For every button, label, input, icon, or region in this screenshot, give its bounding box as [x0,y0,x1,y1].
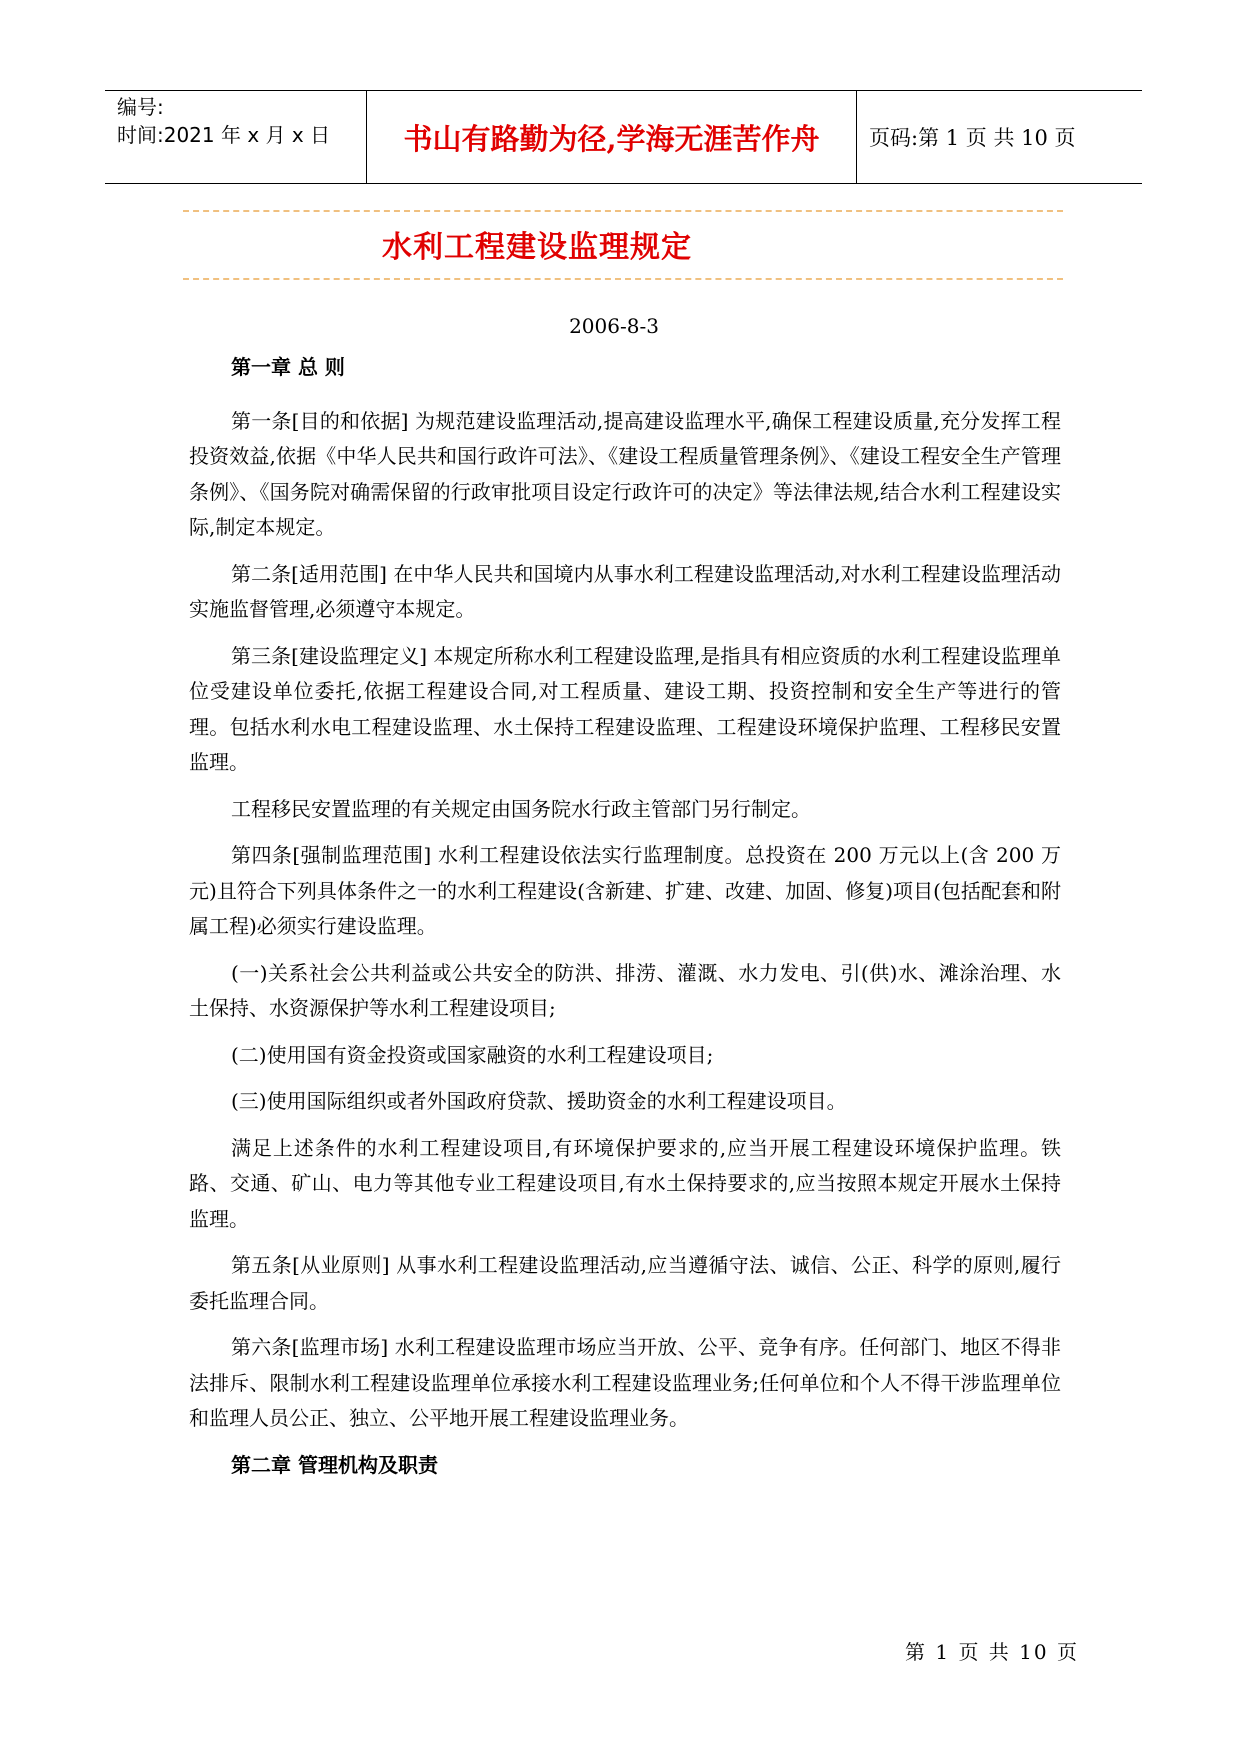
header-table [105,90,1142,184]
document-title: 水利工程建设监理规定 [382,230,692,265]
paragraph: 工程移民安置监理的有关规定由国务院水行政主管部门另行制定。 [231,796,811,821]
paragraph: (二)使用国有资金投资或国家融资的水利工程建设项目; [231,1042,714,1067]
paragraph: (三)使用国际组织或者外国政府贷款、援助资金的水利工程建设项目。 [231,1089,847,1113]
header-page-label: 页码:第 1 页 共 10 页 [869,126,1076,150]
document-time-label: 时间:2021 年 x 月 x 日 [117,123,331,147]
document-number-label: 编号: [117,95,164,119]
paragraph: 第一条[目的和依据] 为规范建设监理活动,提高建设监理水平,确保工程建设质量,充分发挥工程投资效益,依据《中华人民共和国行政许可法》、《建设工程质量管理条例》、《建设工程安全生产管理条例》、《国务院对确需保留的行政审批项目设定行政许可的决定》等法律法规,结合水利工程建设实际,制定本规定。 [189,408,1061,539]
paragraph: 第二条[适用范围] 在中华人民共和国境内从事水利工程建设监理活动,对水利工程建设监理活动实施监督管理,必须遵守本规定。 [189,561,1061,621]
page-footer: 第 1 页 共 10 页 [905,1640,1079,1664]
paragraph: (一)关系社会公共利益或公共安全的防洪、排涝、灌溉、水力发电、引(供)水、滩涂治理、水土保持、水资源保护等水利工程建设项目; [189,960,1061,1020]
header-motto: 书山有路勤为径,学海无涯苦作舟 [367,91,857,183]
document-body [189,350,1061,1501]
paragraph: 第五条[从业原则] 从事水利工程建设监理活动,应当遵循守法、诚信、公正、科学的原则,履行委托监理合同。 [189,1253,1061,1313]
header-meta-cell [105,91,367,183]
title-divider-top [183,210,1063,212]
paragraph: 满足上述条件的水利工程建设项目,有环境保护要求的,应当开展工程建设环境保护监理。铁路、交通、矿山、电力等其他专业工程建设项目,有水土保持要求的,应当按照本规定开展水土保持监理。 [189,1135,1061,1231]
chapter-heading-2: 第二章 管理机构及职责 [231,1452,438,1477]
paragraph: 第四条[强制监理范围] 水利工程建设依法实行监理制度。总投资在 200 万元以上(含 200 万元)且符合下列具体条件之一的水利工程建设(含新建、扩建、改建、加固、修复)项目(包括配套和附属工程)必须实行建设监理。 [189,843,1061,938]
document-date: 2006-8-3 [569,314,659,338]
title-divider-bottom [183,278,1063,280]
paragraph: 第三条[建设监理定义] 本规定所称水利工程建设监理,是指具有相应资质的水利工程建设监理单位受建设单位委托,依据工程建设合同,对工程质量、建设工期、投资控制和安全生产等进行的管理。包括水利水电工程建设监理、水土保持工程建设监理、工程建设环境保护监理、工程移民安置监理。 [189,643,1061,774]
paragraph: 第六条[监理市场] 水利工程建设监理市场应当开放、公平、竞争有序。任何部门、地区不得非法排斥、限制水利工程建设监理单位承接水利工程建设监理业务;任何单位和个人不得干涉监理单位和监理人员公正、独立、公平地开展工程建设监理业务。 [189,1335,1061,1430]
chapter-heading-1: 第一章 总 则 [231,355,345,379]
